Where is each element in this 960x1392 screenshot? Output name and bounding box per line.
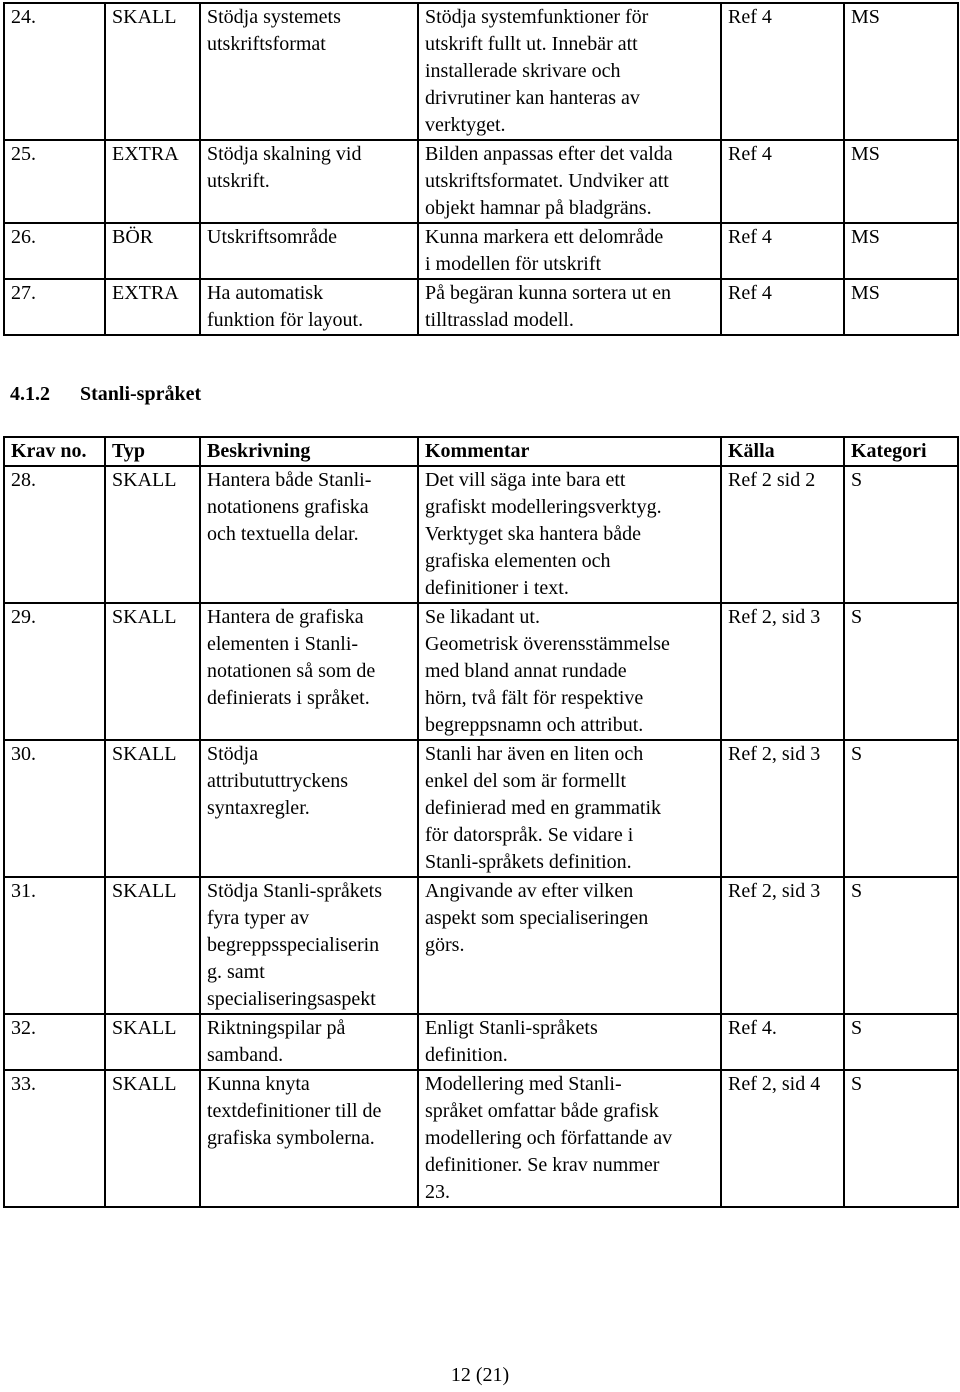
req-category: MS <box>844 223 958 279</box>
req-number: 28. <box>4 466 105 603</box>
header-kommentar: Kommentar <box>418 437 721 466</box>
req-category: S <box>844 740 958 877</box>
req-comment: Modellering med Stanli- språket omfattar både grafisk modellering och författande av definitioner. Se krav nummer 23. <box>418 1070 721 1207</box>
req-number: 27. <box>4 279 105 335</box>
req-comment: På begäran kunna sortera ut en tilltrasslad modell. <box>418 279 721 335</box>
header-beskrivning: Beskrivning <box>200 437 418 466</box>
table-row <box>4 3 958 140</box>
req-description: Stödja attribututtryckens syntaxregler. <box>200 740 418 877</box>
header-typ: Typ <box>105 437 200 466</box>
table-header <box>4 437 958 466</box>
table-row <box>4 279 958 335</box>
requirements-table-print <box>3 2 959 336</box>
req-description: Utskriftsområde <box>200 223 418 279</box>
header-kategori: Kategori <box>844 437 958 466</box>
section-heading <box>10 381 201 408</box>
req-comment: Kunna markera ett delområde i modellen för utskrift <box>418 223 721 279</box>
req-number: 30. <box>4 740 105 877</box>
req-category: MS <box>844 279 958 335</box>
req-number: 29. <box>4 603 105 740</box>
table-row <box>4 740 958 877</box>
req-type: SKALL <box>105 877 200 1014</box>
req-source: Ref 4 <box>721 223 844 279</box>
req-description: Ha automatisk funktion för layout. <box>200 279 418 335</box>
stanli-table-body <box>4 466 958 1207</box>
req-number: 31. <box>4 877 105 1014</box>
req-source: Ref 2, sid 4 <box>721 1070 844 1207</box>
req-category: MS <box>844 3 958 140</box>
req-number: 24. <box>4 3 105 140</box>
req-source: Ref 4 <box>721 3 844 140</box>
req-number: 32. <box>4 1014 105 1070</box>
req-source: Ref 2, sid 3 <box>721 740 844 877</box>
req-comment: Enligt Stanli-språkets definition. <box>418 1014 721 1070</box>
req-category: S <box>844 877 958 1014</box>
req-number: 25. <box>4 140 105 223</box>
req-type: SKALL <box>105 603 200 740</box>
req-source: Ref 4. <box>721 1014 844 1070</box>
section-number: 4.1.2 <box>10 383 50 405</box>
req-description: Hantera både Stanli- notationens grafiska och textuella delar. <box>200 466 418 603</box>
req-type: EXTRA <box>105 279 200 335</box>
header-kalla: Källa <box>721 437 844 466</box>
table-row <box>4 877 958 1014</box>
req-description: Kunna knyta textdefinitioner till de grafiska symbolerna. <box>200 1070 418 1207</box>
req-source: Ref 4 <box>721 140 844 223</box>
req-category: S <box>844 1070 958 1207</box>
req-description: Stödja systemets utskriftsformat <box>200 3 418 140</box>
req-source: Ref 2 sid 2 <box>721 466 844 603</box>
print-table-body <box>4 3 958 335</box>
req-type: SKALL <box>105 1014 200 1070</box>
req-source: Ref 4 <box>721 279 844 335</box>
req-category: S <box>844 603 958 740</box>
req-comment: Bilden anpassas efter det valda utskriftsformatet. Undviker att objekt hamnar på bladgräns. <box>418 140 721 223</box>
req-type: SKALL <box>105 3 200 140</box>
req-source: Ref 2, sid 3 <box>721 877 844 1014</box>
section-title: Stanli-språket <box>80 383 202 405</box>
req-type: SKALL <box>105 466 200 603</box>
req-type: SKALL <box>105 1070 200 1207</box>
table-row <box>4 466 958 603</box>
req-number: 33. <box>4 1070 105 1207</box>
req-description: Hantera de grafiska elementen i Stanli- notationen så som de definierats i språket. <box>200 603 418 740</box>
req-type: BÖR <box>105 223 200 279</box>
page-number: 12 (21) <box>450 1364 510 1386</box>
req-source: Ref 2, sid 3 <box>721 603 844 740</box>
table-row <box>4 1070 958 1207</box>
table-row <box>4 603 958 740</box>
req-type: SKALL <box>105 740 200 877</box>
req-category: MS <box>844 140 958 223</box>
table-row <box>4 223 958 279</box>
req-description: Stödja Stanli-språkets fyra typer av begreppsspecialiserin g. samt specialiseringsaspekt <box>200 877 418 1014</box>
requirements-table-stanli <box>3 436 959 1208</box>
table-row <box>4 140 958 223</box>
req-category: S <box>844 466 958 603</box>
req-description: Riktningspilar på samband. <box>200 1014 418 1070</box>
header-row <box>4 437 958 466</box>
req-comment: Se likadant ut. Geometrisk överensstämmelse med bland annat rundade hörn, två fält för respektive begreppsnamn och attribut. <box>418 603 721 740</box>
req-comment: Det vill säga inte bara ett grafiskt modelleringsverktyg. Verktyget ska hantera både grafiska elementen och definitioner i text. <box>418 466 721 603</box>
req-description: Stödja skalning vid utskrift. <box>200 140 418 223</box>
req-comment: Stödja systemfunktioner för utskrift fullt ut. Innebär att installerade skrivare och drivrutiner kan hanteras av verktyget. <box>418 3 721 140</box>
req-number: 26. <box>4 223 105 279</box>
req-comment: Stanli har även en liten och enkel del som är formellt definierad med en grammatik för datorspråk. Se vidare i Stanli-språkets definition. <box>418 740 721 877</box>
req-comment: Angivande av efter vilken aspekt som specialiseringen görs. <box>418 877 721 1014</box>
table-row <box>4 1014 958 1070</box>
header-krav-no: Krav no. <box>4 437 105 466</box>
req-type: EXTRA <box>105 140 200 223</box>
req-category: S <box>844 1014 958 1070</box>
